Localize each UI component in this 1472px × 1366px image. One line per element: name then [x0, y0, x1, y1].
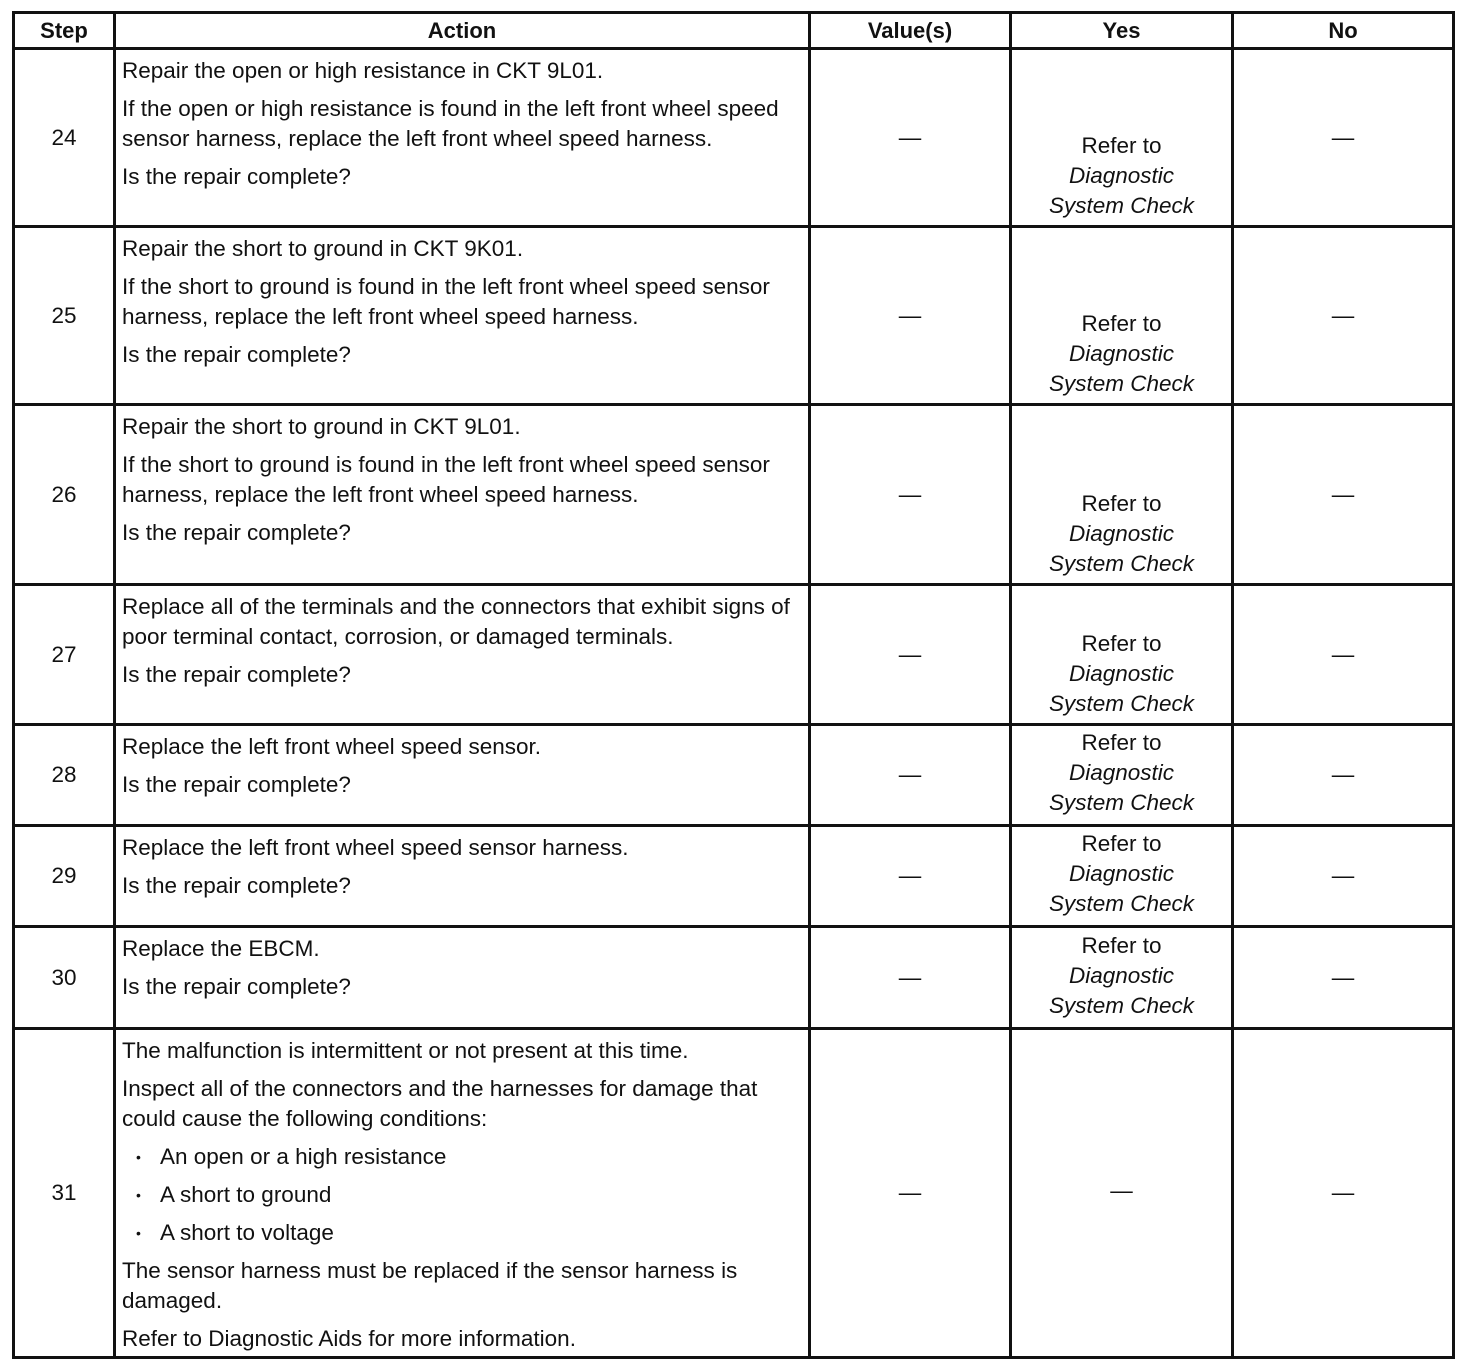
action-text: Repair the short to ground in CKT 9K01. [122, 236, 524, 261]
system-check-link[interactable]: System Check [1048, 891, 1195, 916]
value-cell: — [810, 405, 1011, 585]
list-item: • A short to voltage [122, 1218, 802, 1248]
system-check-link[interactable]: System Check [1048, 992, 1195, 1018]
action-text: If the open or high resistance is found in the left front wheel speed sensor harness, replace the left front wheel speed harness. [122, 96, 779, 151]
diagnostic-link[interactable]: Diagnostic [1068, 163, 1175, 188]
step-number: 24 [14, 49, 115, 227]
header-step: Step [14, 13, 115, 49]
action-cell [115, 227, 810, 405]
action-cell [115, 585, 810, 725]
no-cell: — [1233, 826, 1454, 927]
action-question: Is the repair complete? [122, 164, 351, 189]
action-text: The sensor harness must be replaced if the sensor harness is damaged. [122, 1258, 738, 1313]
table-row [14, 585, 1454, 725]
system-check-link[interactable]: System Check [1048, 371, 1195, 396]
yes-cell [1011, 826, 1233, 927]
value-cell: — [810, 585, 1011, 725]
diagnostic-link[interactable]: Diagnostic [1068, 341, 1175, 366]
conditions-list [122, 1142, 802, 1248]
system-check-link[interactable]: System Check [1048, 790, 1195, 815]
system-check-link[interactable]: System Check [1048, 551, 1195, 576]
yes-cell [1011, 227, 1233, 405]
list-item: • An open or a high resistance [122, 1142, 802, 1172]
no-cell: — [1233, 927, 1454, 1029]
table-row [14, 826, 1454, 927]
action-text: Replace the EBCM. [122, 936, 320, 961]
refer-to-text: Refer to [1081, 133, 1162, 158]
value-cell: — [810, 725, 1011, 826]
step-number: 28 [14, 725, 115, 826]
yes-cell [1011, 725, 1233, 826]
step-number: 29 [14, 826, 115, 927]
system-check-link[interactable]: System Check [1048, 691, 1195, 716]
yes-cell [1011, 927, 1233, 1029]
diagnostic-link[interactable]: Diagnostic [1068, 760, 1175, 785]
no-cell: — [1233, 585, 1454, 725]
table-row [14, 725, 1454, 826]
action-text: Refer to Diagnostic Aids for more information. [122, 1326, 576, 1351]
action-cell [115, 1029, 810, 1358]
value-cell: — [810, 227, 1011, 405]
action-text: If the short to ground is found in the left front wheel speed sensor harness, replace the left front wheel speed harness. [122, 452, 770, 507]
no-cell: — [1233, 227, 1454, 405]
step-number: 25 [14, 227, 115, 405]
action-cell [115, 826, 810, 927]
refer-to-text: Refer to [1081, 831, 1162, 856]
refer-to-text: Refer to [1081, 631, 1162, 656]
step-number: 30 [14, 927, 115, 1029]
action-cell [115, 927, 810, 1029]
action-text: Repair the short to ground in CKT 9L01. [122, 414, 521, 439]
table-row [14, 227, 1454, 405]
diagnostic-link[interactable]: Diagnostic [1068, 521, 1175, 546]
action-cell [115, 405, 810, 585]
action-question: Is the repair complete? [122, 974, 351, 999]
no-cell: — [1233, 405, 1454, 585]
value-cell: — [810, 1029, 1011, 1358]
table-row [14, 405, 1454, 585]
action-question: Is the repair complete? [122, 520, 351, 545]
step-number: 27 [14, 585, 115, 725]
action-question: Is the repair complete? [122, 662, 351, 687]
list-item: • A short to ground [122, 1180, 802, 1210]
action-question: Is the repair complete? [122, 342, 351, 367]
action-text: Replace all of the terminals and the connectors that exhibit signs of poor terminal contact, corrosion, or damaged terminals. [122, 594, 790, 649]
diagnostic-link[interactable]: Diagnostic [1068, 661, 1175, 686]
refer-to-text: Refer to [1081, 730, 1162, 755]
diagnostic-link[interactable]: Diagnostic [1068, 962, 1175, 988]
yes-cell [1011, 585, 1233, 725]
value-cell: — [810, 49, 1011, 227]
header-yes: Yes [1011, 13, 1233, 49]
no-cell: — [1233, 725, 1454, 826]
action-text: Repair the open or high resistance in CKT 9L01. [122, 58, 604, 83]
action-cell [115, 49, 810, 227]
step-number: 31 [14, 1029, 115, 1358]
value-cell: — [810, 927, 1011, 1029]
action-cell [115, 725, 810, 826]
table-row [14, 1029, 1454, 1358]
no-cell: — [1233, 1029, 1454, 1358]
action-question: Is the repair complete? [122, 873, 351, 898]
yes-cell: — [1011, 1029, 1233, 1358]
header-no: No [1233, 13, 1454, 49]
table-row [14, 927, 1454, 1029]
action-text: Replace the left front wheel speed sensor. [122, 734, 542, 759]
header-action: Action [115, 13, 810, 49]
action-text: Inspect all of the connectors and the harnesses for damage that could cause the following conditions: [122, 1076, 758, 1131]
diagnostic-link[interactable]: Diagnostic [1068, 861, 1175, 886]
action-question: Is the repair complete? [122, 772, 351, 797]
value-cell: — [810, 826, 1011, 927]
header-row [14, 13, 1454, 49]
refer-to-text: Refer to [1081, 932, 1162, 958]
header-values: Value(s) [810, 13, 1011, 49]
refer-to-text: Refer to [1081, 311, 1162, 336]
no-cell: — [1233, 49, 1454, 227]
yes-cell [1011, 49, 1233, 227]
refer-to-text: Refer to [1081, 491, 1162, 516]
system-check-link[interactable]: System Check [1048, 193, 1195, 218]
step-number: 26 [14, 405, 115, 585]
diagnostic-table [12, 11, 1455, 1359]
action-text: Replace the left front wheel speed sensor harness. [122, 835, 629, 860]
yes-cell [1011, 405, 1233, 585]
table-row [14, 49, 1454, 227]
action-text: If the short to ground is found in the left front wheel speed sensor harness, replace the left front wheel speed harness. [122, 274, 770, 329]
action-text: The malfunction is intermittent or not present at this time. [122, 1038, 689, 1063]
